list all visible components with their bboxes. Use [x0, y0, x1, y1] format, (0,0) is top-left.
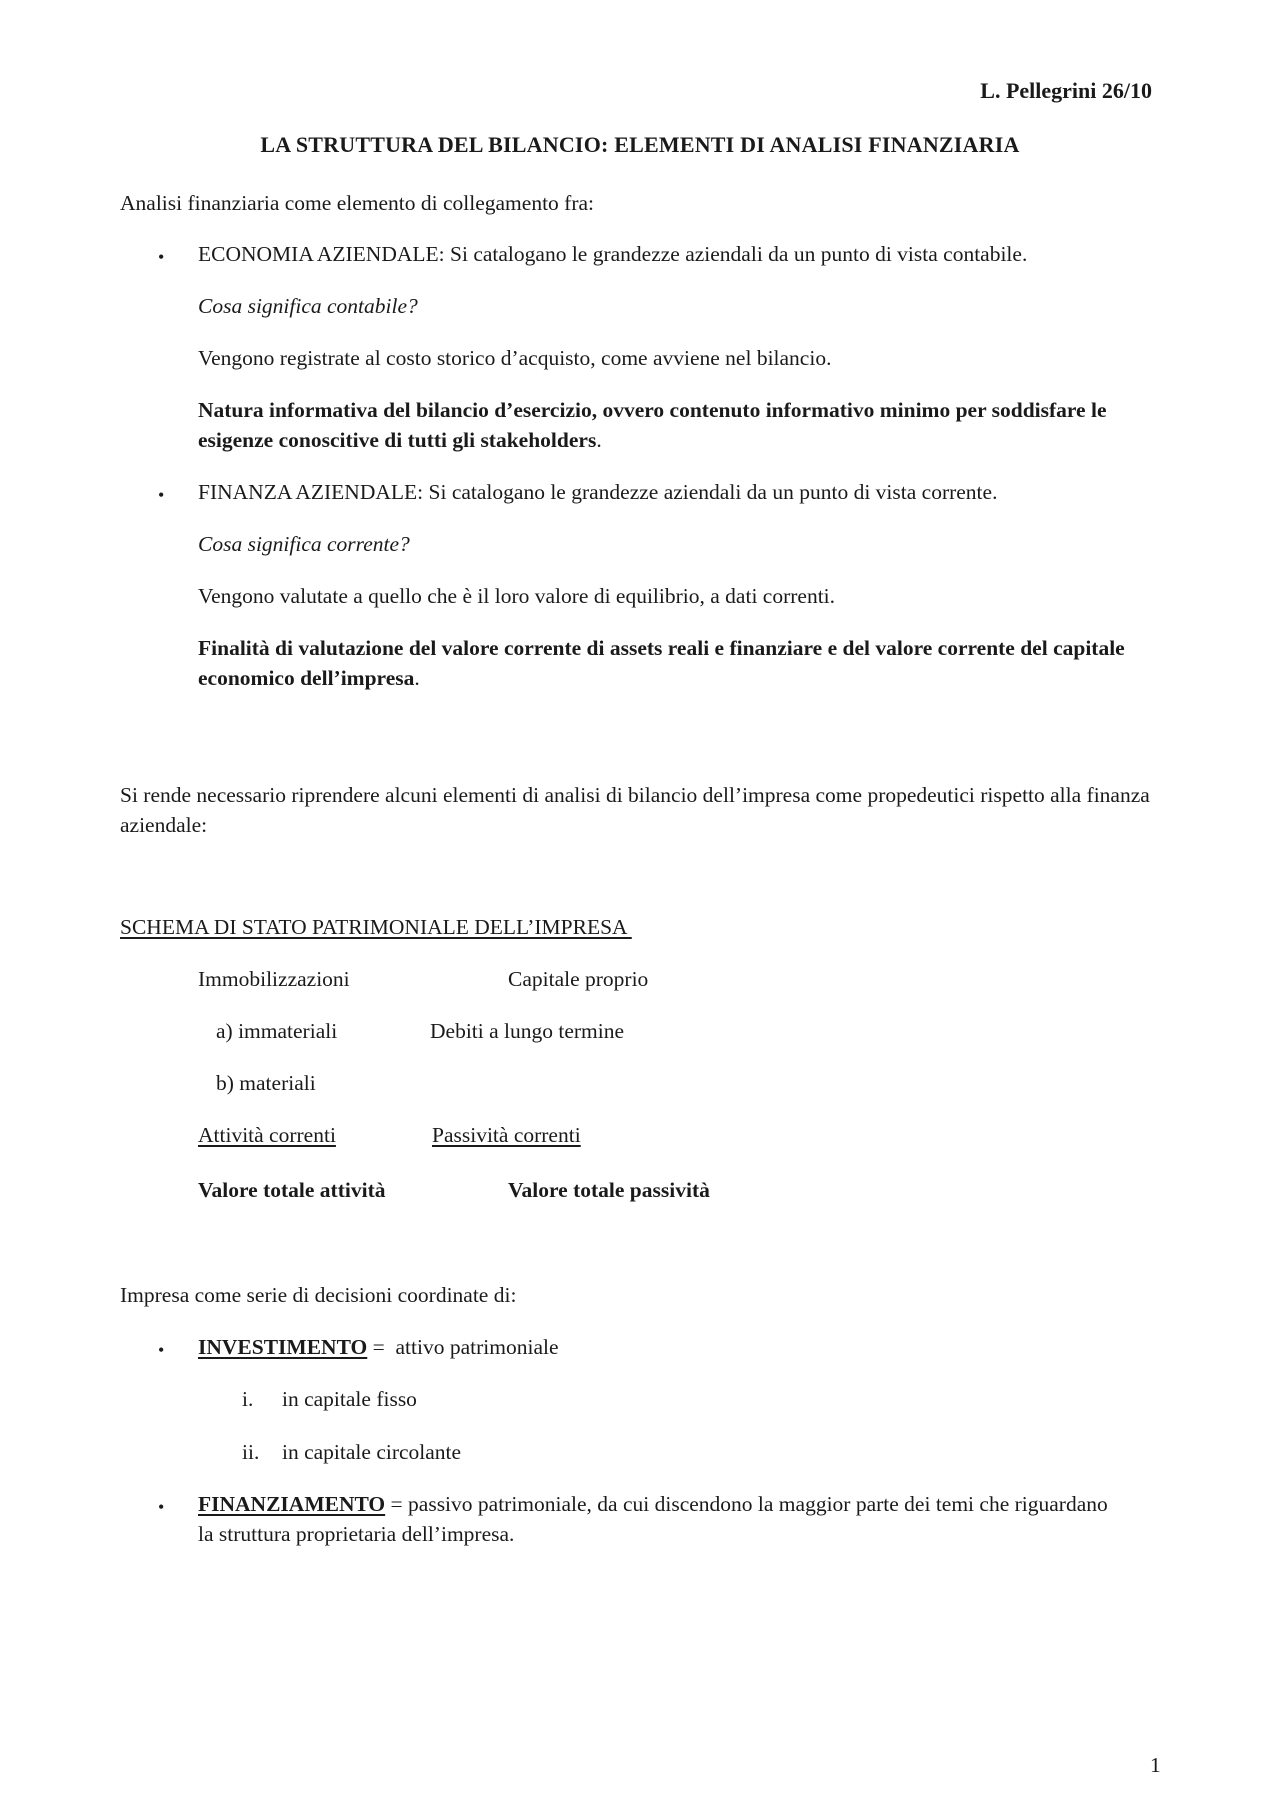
finanza-note-end: . [414, 666, 420, 690]
finanziamento-line [198, 1489, 1128, 1549]
schema-totale-passivita: Valore totale passività [508, 1178, 710, 1202]
finanza-answer: Vengono valutate a quello che è il loro valore di equilibrio, a dati correnti. [198, 584, 836, 608]
schema-attivita-correnti: Attività correnti [198, 1123, 336, 1147]
schema-heading [120, 912, 632, 942]
bullet-finanza: • [158, 485, 165, 505]
intro-text: Analisi finanziaria come elemento di collegamento fra: [120, 191, 594, 215]
schema-passivita-correnti: Passività correnti [432, 1123, 581, 1147]
finanziamento-rest: = passivo patrimoniale, da cui discendono la maggior parte dei temi che riguardano la struttura proprietaria dell’impresa. [198, 1492, 1108, 1546]
economia-label: ECONOMIA AZIENDALE [198, 242, 439, 266]
investimento-line [198, 1332, 559, 1362]
schema-heading-text: SCHEMA DI STATO PATRIMONIALE DELL’IMPRESA [120, 915, 632, 939]
bullet-economia: • [158, 247, 165, 267]
schema-debiti-lungo: Debiti a lungo termine [430, 1019, 625, 1043]
finanza-rest: : Si catalogano le grandezze aziendali da un punto di vista corrente. [417, 480, 998, 504]
finanza-label: FINANZA AZIENDALE [198, 480, 418, 504]
finanza-question: Cosa significa corrente? [198, 532, 410, 556]
finanziamento-label: FINANZIAMENTO [198, 1492, 386, 1516]
propedeutici-paragraph: Si rende necessario riprendere alcuni elementi di analisi di bilancio dell’impresa come propedeutici rispetto alla finanza aziendale: [120, 783, 1150, 837]
finanza-line [198, 477, 997, 507]
finanza-note [198, 633, 1148, 693]
sub-item-text: in capitale fisso [282, 1387, 417, 1411]
impresa-intro: Impresa come serie di decisioni coordinate di: [120, 1283, 517, 1307]
economia-rest: : Si catalogano le grandezze aziendali da un punto di vista contabile. [438, 242, 1028, 266]
schema-immobilizzazioni: Immobilizzazioni [198, 967, 350, 991]
economia-note [198, 395, 1118, 455]
schema-totale-attivita: Valore totale attività [198, 1178, 386, 1202]
schema-materiali: b) materiali [216, 1071, 316, 1095]
sub-item-num: ii. [242, 1440, 260, 1464]
finanza-note-bold: Finalità di valutazione del valore corrente di assets reali e finanziare e del valore corrente del capitale economico dell’impresa [198, 636, 1125, 690]
sub-item-num: i. [242, 1387, 254, 1411]
author-date: L. Pellegrini 26/10 [980, 78, 1152, 103]
economia-note-bold: Natura informativa del bilancio d’esercizio, ovvero contenuto informativo minimo per soddisfare le esigenze conoscitive di tutti gli stakeholders [198, 398, 1107, 452]
bullet-finanziamento: • [158, 1497, 165, 1517]
investimento-label: INVESTIMENTO [198, 1335, 368, 1359]
economia-line [198, 239, 1027, 269]
bullet-investimento: • [158, 1340, 165, 1360]
economia-question: Cosa significa contabile? [198, 294, 418, 318]
sub-item-text: in capitale circolante [282, 1440, 462, 1464]
page-title: LA STRUTTURA DEL BILANCIO: ELEMENTI DI ANALISI FINANZIARIA [260, 132, 1020, 157]
economia-note-end: . [596, 428, 602, 452]
schema-capitale-proprio: Capitale proprio [508, 967, 649, 991]
schema-immateriali: a) immateriali [216, 1019, 338, 1043]
economia-answer: Vengono registrate al costo storico d’acquisto, come avviene nel bilancio. [198, 346, 832, 370]
page-number: 1 [1150, 1753, 1161, 1777]
investimento-rest: = attivo patrimoniale [367, 1335, 559, 1359]
